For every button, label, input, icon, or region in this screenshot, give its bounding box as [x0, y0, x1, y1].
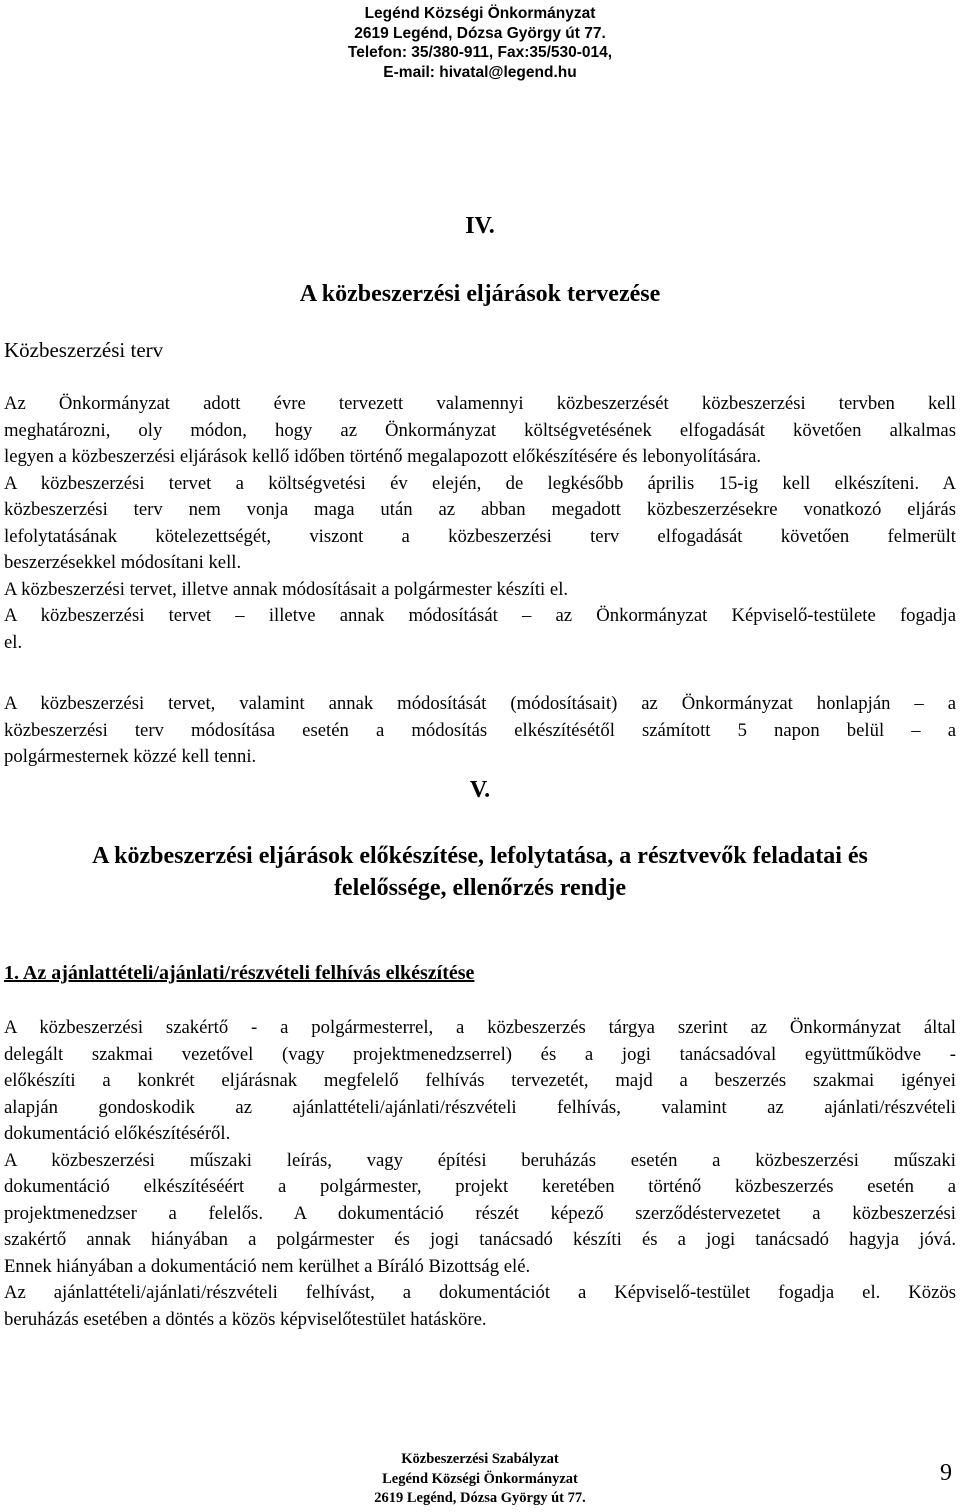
paragraph-line: Ennek hiányában a dokumentáció nem kerülhet a Bíráló Bizottság elé.: [4, 1255, 531, 1277]
paragraph-line: lefolytatásának kötelezettségét, viszont a közbeszerzési terv elfogadását követően felmerült: [4, 525, 956, 547]
paragraph-line: A közbeszerzési tervet a költségvetési év elején, de legkésőbb április 15-ig kell elkészíteni. A: [4, 472, 956, 494]
section-5-paragraph: [4, 1015, 956, 1333]
paragraph-line: Az Önkormányzat adott évre tervezett valamennyi közbeszerzését közbeszerzési tervben kell: [4, 393, 956, 414]
paragraph-line: Az ajánlattételi/ajánlati/részvételi felhívást, a dokumentációt a Képviselő-testület fogadja el. Közös: [4, 1282, 956, 1303]
section-4-paragraph-2: [4, 691, 956, 771]
letterhead-email: E-mail: hivatal@legend.hu: [383, 63, 577, 81]
section-4-title: A közbeszerzési eljárások tervezése: [299, 281, 661, 307]
paragraph-line: el.: [4, 631, 23, 653]
letterhead-phone-fax: Telefon: 35/380-911, Fax:35/530-014,: [347, 44, 613, 61]
section-4-subheading: Közbeszerzési terv: [4, 338, 164, 362]
paragraph-line: beszerzésekkel módosítani kell.: [4, 552, 242, 573]
paragraph-line: polgármesternek közzé kell tenni.: [4, 746, 257, 767]
paragraph-line: A közbeszerzési tervet – illetve annak módosítását – az Önkormányzat Képviselő-testülete fogadja: [4, 605, 956, 626]
letterhead-org-name: Legénd Községi Önkormányzat: [364, 5, 596, 22]
paragraph-line: A közbeszerzési tervet, valamint annak módosítását (módosításait) az Önkormányzat honlapján – a: [4, 693, 956, 714]
paragraph-line: legyen a közbeszerzési eljárások kellő időben történő megalapozott előkészítésére és lebonyolítására.: [4, 446, 762, 467]
footer-address: 2619 Legénd, Dózsa György út 77.: [374, 1490, 586, 1506]
page-number: 9: [940, 1460, 952, 1486]
section-4-paragraph-1: [4, 391, 956, 656]
letterhead-address: 2619 Legénd, Dózsa György út 77.: [354, 24, 606, 42]
item-1-heading: 1. Az ajánlattételi/ajánlati/részvételi felhívás elkészítése: [4, 962, 475, 984]
paragraph-line: dokumentáció elkészítéséért a polgármester, projekt keretében történő közbeszerzés esetén a: [4, 1176, 956, 1197]
paragraph-line: közbeszerzési terv nem vonja maga után az abban megadott közbeszerzésekre vonatkozó eljárás: [4, 499, 956, 520]
footer-org-name: Legénd Községi Önkormányzat: [382, 1470, 578, 1487]
section-5-title-line-2: felelőssége, ellenőrzés rendje: [333, 875, 627, 901]
paragraph-line: meghatározni, oly módon, hogy az Önkormányzat költségvetésének elfogadását követően alkalmas: [4, 419, 956, 441]
paragraph-line: alapján gondoskodik az ajánlattételi/ajánlati/részvételi felhívás, valamint az ajánlati/részvételi: [4, 1096, 956, 1118]
section-5-title-line-1: A közbeszerzési eljárások előkészítése, lefolytatása, a résztvevők feladatai és: [92, 843, 868, 869]
section-4-number: IV.: [465, 213, 495, 239]
paragraph-line: A közbeszerzési tervet, illetve annak módosításait a polgármester készíti el.: [4, 578, 569, 600]
paragraph-line: projektmenedzser a felelős. A dokumentáció részét képező szerződéstervezetet a közbeszerzési: [4, 1202, 956, 1224]
paragraph-line: A közbeszerzési műszaki leírás, vagy építési beruházás esetén a közbeszerzési műszaki: [4, 1149, 956, 1171]
paragraph-line: közbeszerzési terv módosítása esetén a módosítás elkészítésétől számított 5 napon belül – a: [4, 719, 956, 741]
paragraph-line: A közbeszerzési szakértő - a polgármesterrel, a közbeszerzés tárgya szerint az Önkormányzat által: [4, 1017, 956, 1038]
page-footer: [0, 1450, 960, 1509]
section-5-number: V.: [469, 777, 491, 803]
paragraph-line: delegált szakmai vezetővel (vagy projektmenedzserrel) és a jogi tanácsadóval együttműködve -: [4, 1043, 956, 1065]
paragraph-line: dokumentáció előkészítéséről.: [4, 1123, 231, 1144]
footer-document-title: Közbeszerzési Szabályzat: [401, 1451, 559, 1467]
paragraph-line: előkészíti a konkrét eljárásnak megfelelő felhívás tervezetét, majd a beszerzés szakmai igényei: [4, 1070, 956, 1091]
paragraph-line: beruházás esetében a döntés a közös képviselőtestület hatásköre.: [4, 1308, 487, 1330]
section-5-title: [0, 840, 960, 904]
letterhead: [0, 4, 960, 82]
paragraph-line: szakértő annak hiányában a polgármester és jogi tanácsadó készíti és a jogi tanácsadó hagyja jóvá.: [4, 1229, 956, 1250]
